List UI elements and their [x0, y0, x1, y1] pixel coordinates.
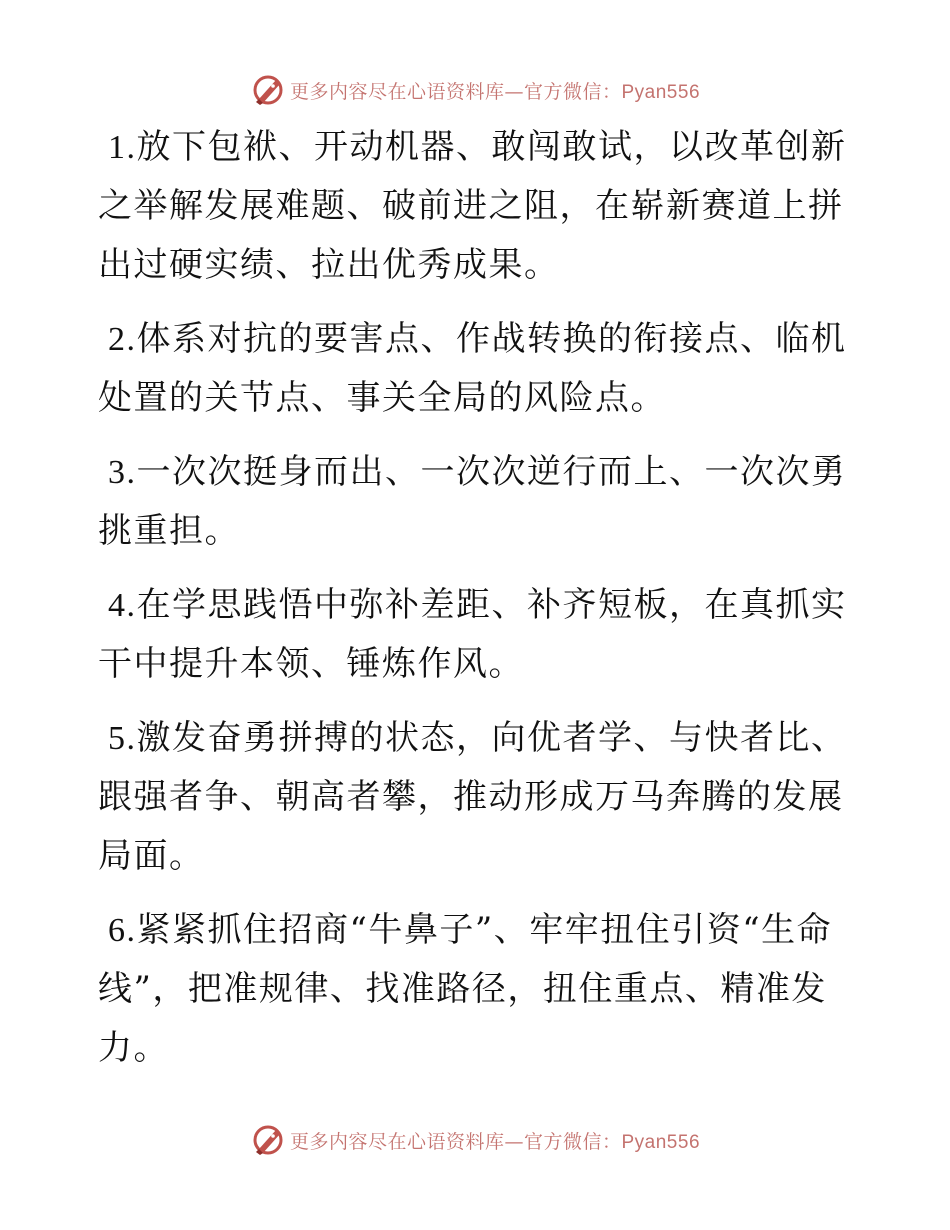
- pen-nib-logo-icon: [250, 72, 286, 108]
- item-number: 6.: [108, 912, 137, 949]
- footer-banner[interactable]: [0, 1120, 950, 1160]
- footer-banner-label: 更多内容尽在心语资料库—官方微信：: [289, 1130, 622, 1153]
- item-number: 4.: [108, 587, 137, 624]
- footer-banner-text: [290, 1127, 700, 1154]
- list-item: [98, 118, 858, 295]
- list-item: [98, 576, 858, 694]
- header-banner-label: 更多内容尽在心语资料库—官方微信：: [289, 80, 622, 103]
- item-number: 3.: [108, 454, 137, 491]
- item-number: 1.: [108, 129, 137, 166]
- item-text: 放下包袱、开动机器、敢闯敢试，以改革创新之举解发展难题、破前进之阻，在崭新赛道上拼出过硬实绩、拉出优秀成果。: [98, 127, 847, 285]
- list-item: [98, 901, 858, 1078]
- header-banner-text: [290, 77, 700, 104]
- item-text: 激发奋勇拼搏的状态，向优者学、与快者比、跟强者争、朝高者攀，推动形成万马奔腾的发展局面。: [98, 718, 847, 876]
- header-wechat-id: Pyan556: [621, 81, 701, 103]
- header-banner[interactable]: [0, 70, 950, 110]
- item-text: 在学思践悟中弥补差距、补齐短板，在真抓实干中提升本领、锤炼作风。: [98, 585, 847, 684]
- list-item: [98, 709, 858, 886]
- item-list: [98, 118, 858, 1093]
- item-number: 2.: [108, 321, 137, 358]
- item-text: 一次次挺身而出、一次次逆行而上、一次次勇挑重担。: [98, 452, 847, 551]
- item-number: 5.: [108, 720, 137, 757]
- item-text: 体系对抗的要害点、作战转换的衔接点、临机处置的关节点、事关全局的风险点。: [98, 319, 847, 418]
- pen-nib-logo-icon: [250, 1122, 286, 1158]
- item-text: 紧紧抓住招商“牛鼻子”、牢牢扭住引资“生命线”，把准规律、找准路径，扭住重点、精准发力。: [98, 910, 833, 1068]
- list-item: [98, 443, 858, 561]
- list-item: [98, 310, 858, 428]
- footer-wechat-id: Pyan556: [621, 1131, 701, 1153]
